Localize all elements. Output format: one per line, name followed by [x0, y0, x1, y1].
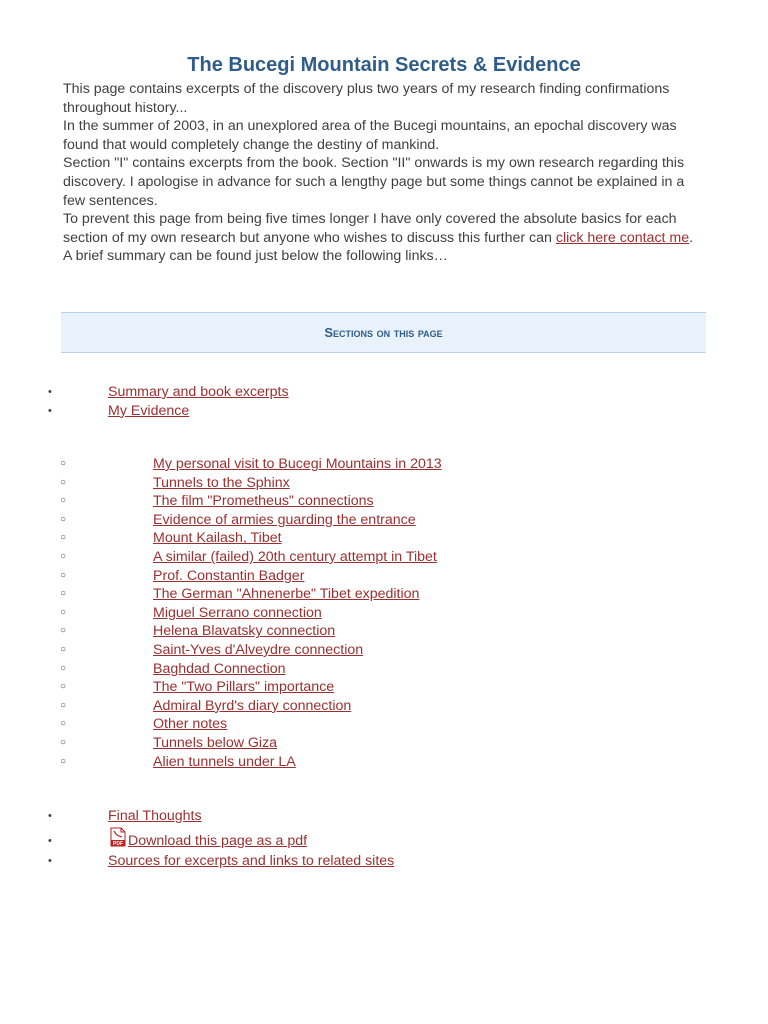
intro-paragraph-1: This page contains excerpts of the discovery plus two years of my research finding confirmations throughout history...	[63, 81, 670, 116]
list-item	[60, 678, 442, 697]
circle-bullet: ○	[60, 606, 67, 618]
list-item	[60, 548, 442, 567]
circle-bullet: ○	[60, 736, 67, 748]
circle-bullet: ○	[60, 550, 67, 562]
sublink-item[interactable]: Mount Kailash, Tibet	[153, 530, 282, 547]
list-item	[60, 622, 442, 641]
sublink-item[interactable]: Evidence of armies guarding the entrance	[153, 511, 416, 528]
bottom-section-list	[48, 807, 395, 870]
disc-bullet: •	[48, 834, 52, 847]
link-sources[interactable]: Sources for excerpts and links to related sites	[108, 852, 395, 869]
disc-bullet: •	[48, 854, 52, 867]
list-item	[60, 492, 442, 511]
sublink-item[interactable]: Admiral Byrd's diary connection	[153, 697, 352, 714]
list-item	[60, 753, 442, 772]
list-item	[60, 604, 442, 623]
disc-bullet: •	[48, 404, 52, 417]
sublink-item[interactable]: Baghdad Connection	[153, 660, 286, 677]
circle-bullet: ○	[60, 513, 67, 525]
list-item	[60, 734, 442, 753]
list-item	[48, 852, 395, 871]
intro-paragraph-2: In the summer of 2003, in an unexplored area of the Bucegi mountains, an epochal discovery was found that would completely change the destiny of mankind.	[63, 118, 677, 153]
list-item	[60, 474, 442, 493]
list-item	[60, 660, 442, 679]
circle-bullet: ○	[60, 476, 67, 488]
list-item	[48, 826, 394, 852]
sublink-item[interactable]: My personal visit to Bucegi Mountains in 2013	[153, 456, 442, 472]
pdf-file-icon[interactable]	[108, 827, 128, 847]
top-section-list	[48, 383, 289, 420]
list-item	[60, 567, 442, 586]
sublink-item[interactable]: Tunnels to the Sphinx	[153, 474, 290, 491]
link-download-pdf[interactable]: Download this page as a pdf	[128, 832, 308, 849]
list-item	[60, 715, 442, 734]
intro-paragraph-3: Section "I" contains excerpts from the book. Section "II" onwards is my own research regarding this discovery. I apologise in advance for such a lengthy page but some things cannot be explained in a few sentences.	[63, 155, 685, 209]
circle-bullet: ○	[60, 699, 67, 711]
pdf-icon-label: PDF	[113, 840, 123, 847]
list-item	[60, 585, 442, 604]
list-item	[48, 807, 394, 826]
circle-bullet: ○	[60, 718, 67, 730]
sublink-item[interactable]: Tunnels below Giza	[153, 734, 278, 751]
sublink-item[interactable]: Alien tunnels under LA	[153, 753, 296, 770]
circle-bullet: ○	[60, 681, 67, 693]
sublink-item[interactable]: Saint-Yves d'Alveydre connection	[153, 641, 364, 658]
list-item	[48, 383, 289, 402]
intro-p4-tail: . A brief summary can be found just below the following links…	[63, 229, 694, 265]
circle-bullet: ○	[60, 532, 67, 544]
circle-bullet: ○	[60, 495, 67, 507]
circle-bullet: ○	[60, 588, 67, 600]
page-title: The Bucegi Mountain Secrets & Evidence	[187, 54, 581, 76]
sublink-item[interactable]: Helena Blavatsky connection	[153, 623, 336, 640]
list-item	[48, 402, 289, 421]
list-item	[60, 641, 442, 660]
circle-bullet: ○	[60, 662, 67, 674]
sublink-item[interactable]: The "Two Pillars" importance	[153, 679, 335, 696]
sublink-item[interactable]: Other notes	[153, 716, 228, 733]
evidence-sublist	[60, 455, 442, 771]
sublink-item[interactable]: Prof. Constantin Badger	[153, 567, 305, 584]
circle-bullet: ○	[60, 755, 67, 767]
disc-bullet: •	[48, 810, 52, 822]
intro-paragraph-4	[63, 210, 703, 266]
sublink-item[interactable]: The film "Prometheus" connections	[153, 493, 374, 510]
circle-bullet: ○	[60, 569, 67, 581]
sublink-item[interactable]: A similar (failed) 20th century attempt in Tibet	[153, 548, 437, 565]
disc-bullet: •	[48, 386, 52, 398]
contact-link[interactable]: click here contact me	[555, 229, 690, 246]
link-final-thoughts[interactable]: Final Thoughts	[108, 808, 202, 824]
intro-text	[63, 80, 703, 266]
intro-p4-text: To prevent this page from being five times longer I have only covered the absolute basics for each section of my own research but anyone who wishes to discuss this further can	[63, 211, 677, 246]
circle-bullet: ○	[60, 625, 67, 637]
link-my-evidence[interactable]: My Evidence	[108, 402, 190, 419]
list-item	[60, 529, 442, 548]
sublink-item[interactable]: Miguel Serrano connection	[153, 604, 322, 621]
link-summary[interactable]: Summary and book excerpts	[108, 384, 289, 400]
sublink-item[interactable]: The German "Ahnenerbe" Tibet expedition	[153, 586, 420, 603]
sections-header: Sections on this page	[61, 312, 706, 353]
circle-bullet: ○	[60, 643, 67, 655]
list-item	[60, 455, 442, 474]
list-item	[60, 511, 442, 530]
list-item	[60, 697, 442, 716]
circle-bullet: ○	[60, 458, 67, 469]
